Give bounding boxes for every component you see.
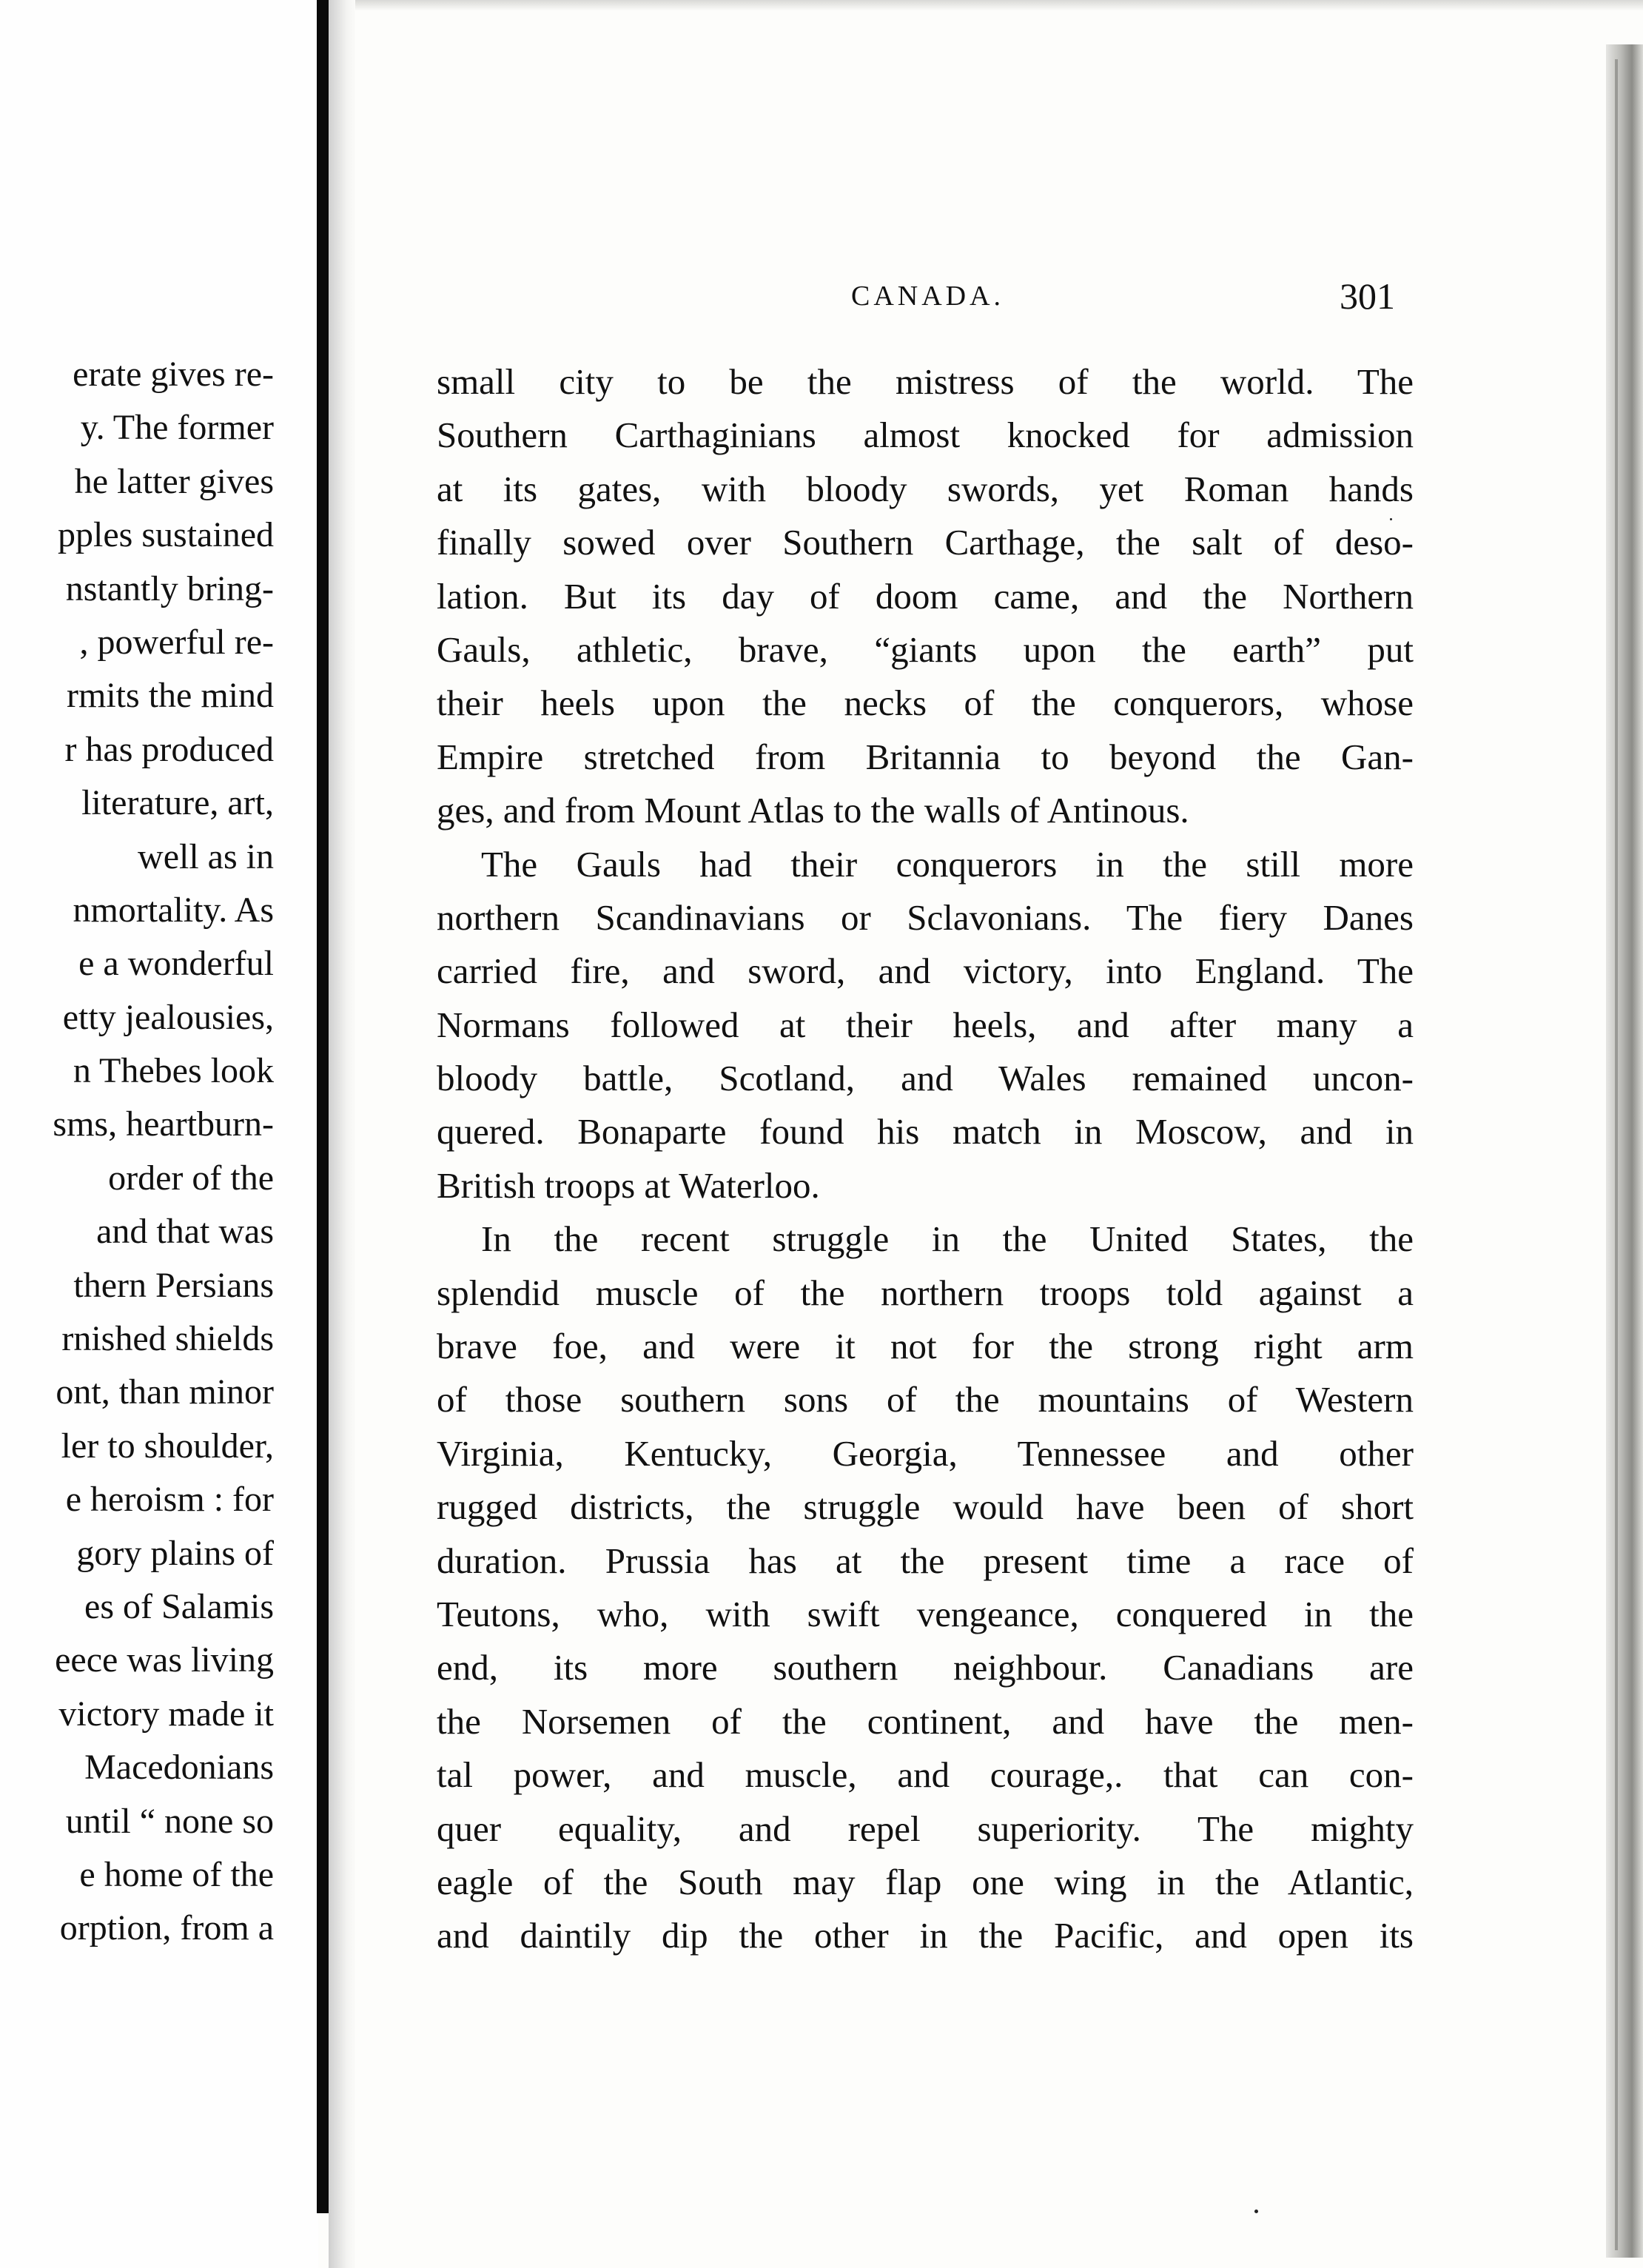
body-line: finally sowed over Southern Carthage, the salt of deso- [437, 522, 1414, 563]
paragraph-first-line: In the recent struggle in the United States, the [481, 1218, 1414, 1260]
body-line: Southern Carthaginians almost knocked for admission [437, 415, 1414, 456]
body-line: Virginia, Kentucky, Georgia, Tennessee and other [437, 1432, 1414, 1474]
body-line: Teutons, who, with swift vengeance, conquered in the [437, 1593, 1414, 1634]
body-line: end, its more southern neighbour. Canadians are [437, 1647, 1414, 1688]
previous-page-line: n Thebes look [73, 1051, 274, 1091]
previous-page-line: es of Salamis [84, 1586, 274, 1626]
body-line: small city to be the mistress of the world. The [437, 361, 1414, 402]
page-stack-edge-line [1615, 59, 1618, 2250]
body-line: the Norsemen of the continent, and have the men- [437, 1700, 1414, 1742]
page-stack-edge [1606, 44, 1643, 2258]
previous-page [0, 0, 318, 2268]
page-number: 301 [1340, 275, 1395, 317]
previous-page-line: pples sustained [58, 515, 274, 555]
previous-page-line: well as in [138, 836, 274, 876]
page-body-text [437, 355, 1414, 1963]
paragraph-first-line: The Gauls had their conquerors in the still more [481, 843, 1414, 885]
previous-page-line: etty jealousies, [62, 997, 274, 1037]
previous-page-line: r has produced [64, 729, 274, 769]
scan-speck [1254, 2210, 1258, 2213]
body-line: Empire stretched from Britannia to beyond the Gan- [437, 736, 1414, 777]
previous-page-line: e home of the [79, 1854, 274, 1894]
previous-page-line: until “ none so [65, 1801, 274, 1841]
previous-page-line: gory plains of [76, 1533, 274, 1573]
body-line: of those southern sons of the mountains of Western [437, 1379, 1414, 1420]
previous-page-line: and that was [96, 1212, 274, 1252]
body-line: carried fire, and sword, and victory, into England. The [437, 950, 1414, 992]
body-line: eagle of the South may flap one wing in the Atlantic, [437, 1861, 1414, 1902]
previous-page-line: ler to shoulder, [61, 1426, 274, 1466]
running-head: CANADA. [851, 281, 1005, 312]
body-line: bloody battle, Scotland, and Wales remained uncon- [437, 1058, 1414, 1099]
previous-page-line: orption, from a [59, 1908, 274, 1948]
previous-page-line: nstantly bring- [65, 568, 274, 608]
previous-page-text [0, 348, 274, 1956]
body-line: northern Scandinavians or Sclavonians. The fiery Danes [437, 896, 1414, 938]
previous-page-line: erate gives re- [73, 355, 274, 394]
body-line: tal power, and muscle, and courage,. that can con- [437, 1754, 1414, 1796]
body-line: ges, and from Mount Atlas to the walls of Antinous. [437, 790, 1189, 831]
previous-page-line: literature, art, [81, 783, 274, 823]
previous-page-line: y. The former [80, 408, 274, 448]
previous-page-line: , powerful re- [79, 622, 274, 662]
body-line: at its gates, with bloody swords, yet Roman hands [437, 468, 1414, 509]
page-top-edge [355, 0, 1643, 10]
body-line: rugged districts, the struggle would have been of short [437, 1486, 1414, 1528]
body-line: splendid muscle of the northern troops told against a [437, 1272, 1414, 1313]
previous-page-line: eece was living [55, 1640, 274, 1680]
previous-page-line: e a wonderful [78, 944, 274, 984]
scan-speck [1390, 518, 1392, 520]
body-line: Gauls, athletic, brave, “giants upon the earth” put [437, 628, 1414, 670]
previous-page-line: rmits the mind [67, 676, 274, 716]
previous-page-line: e heroism : for [65, 1480, 274, 1520]
previous-page-line: thern Persians [73, 1265, 274, 1305]
previous-page-line: ont, than minor [56, 1372, 274, 1412]
body-line: brave foe, and were it not for the strong right arm [437, 1326, 1414, 1367]
body-line: and daintily dip the other in the Pacific, and open its [437, 1915, 1414, 1956]
previous-page-line: rnished shields [61, 1319, 274, 1359]
body-line: lation. But its day of doom came, and the Northern [437, 575, 1414, 617]
body-line: quer equality, and repel superiority. The mighty [437, 1808, 1414, 1849]
previous-page-line: he latter gives [74, 461, 274, 501]
body-line: quered. Bonaparte found his match in Moscow, and in [437, 1111, 1414, 1153]
previous-page-line: Macedonians [84, 1748, 274, 1788]
body-line: Normans followed at their heels, and after many a [437, 1004, 1414, 1045]
body-line: their heels upon the necks of the conquerors, whose [437, 682, 1414, 724]
book-gutter [317, 0, 329, 2213]
gutter-shadow [329, 0, 355, 2268]
body-line: British troops at Waterloo. [437, 1164, 820, 1206]
previous-page-line: sms, heartburn- [53, 1104, 274, 1144]
body-line: duration. Prussia has at the present time a race of [437, 1540, 1414, 1581]
previous-page-line: order of the [108, 1158, 274, 1198]
previous-page-line: victory made it [58, 1694, 274, 1734]
previous-page-line: nmortality. As [73, 890, 274, 930]
